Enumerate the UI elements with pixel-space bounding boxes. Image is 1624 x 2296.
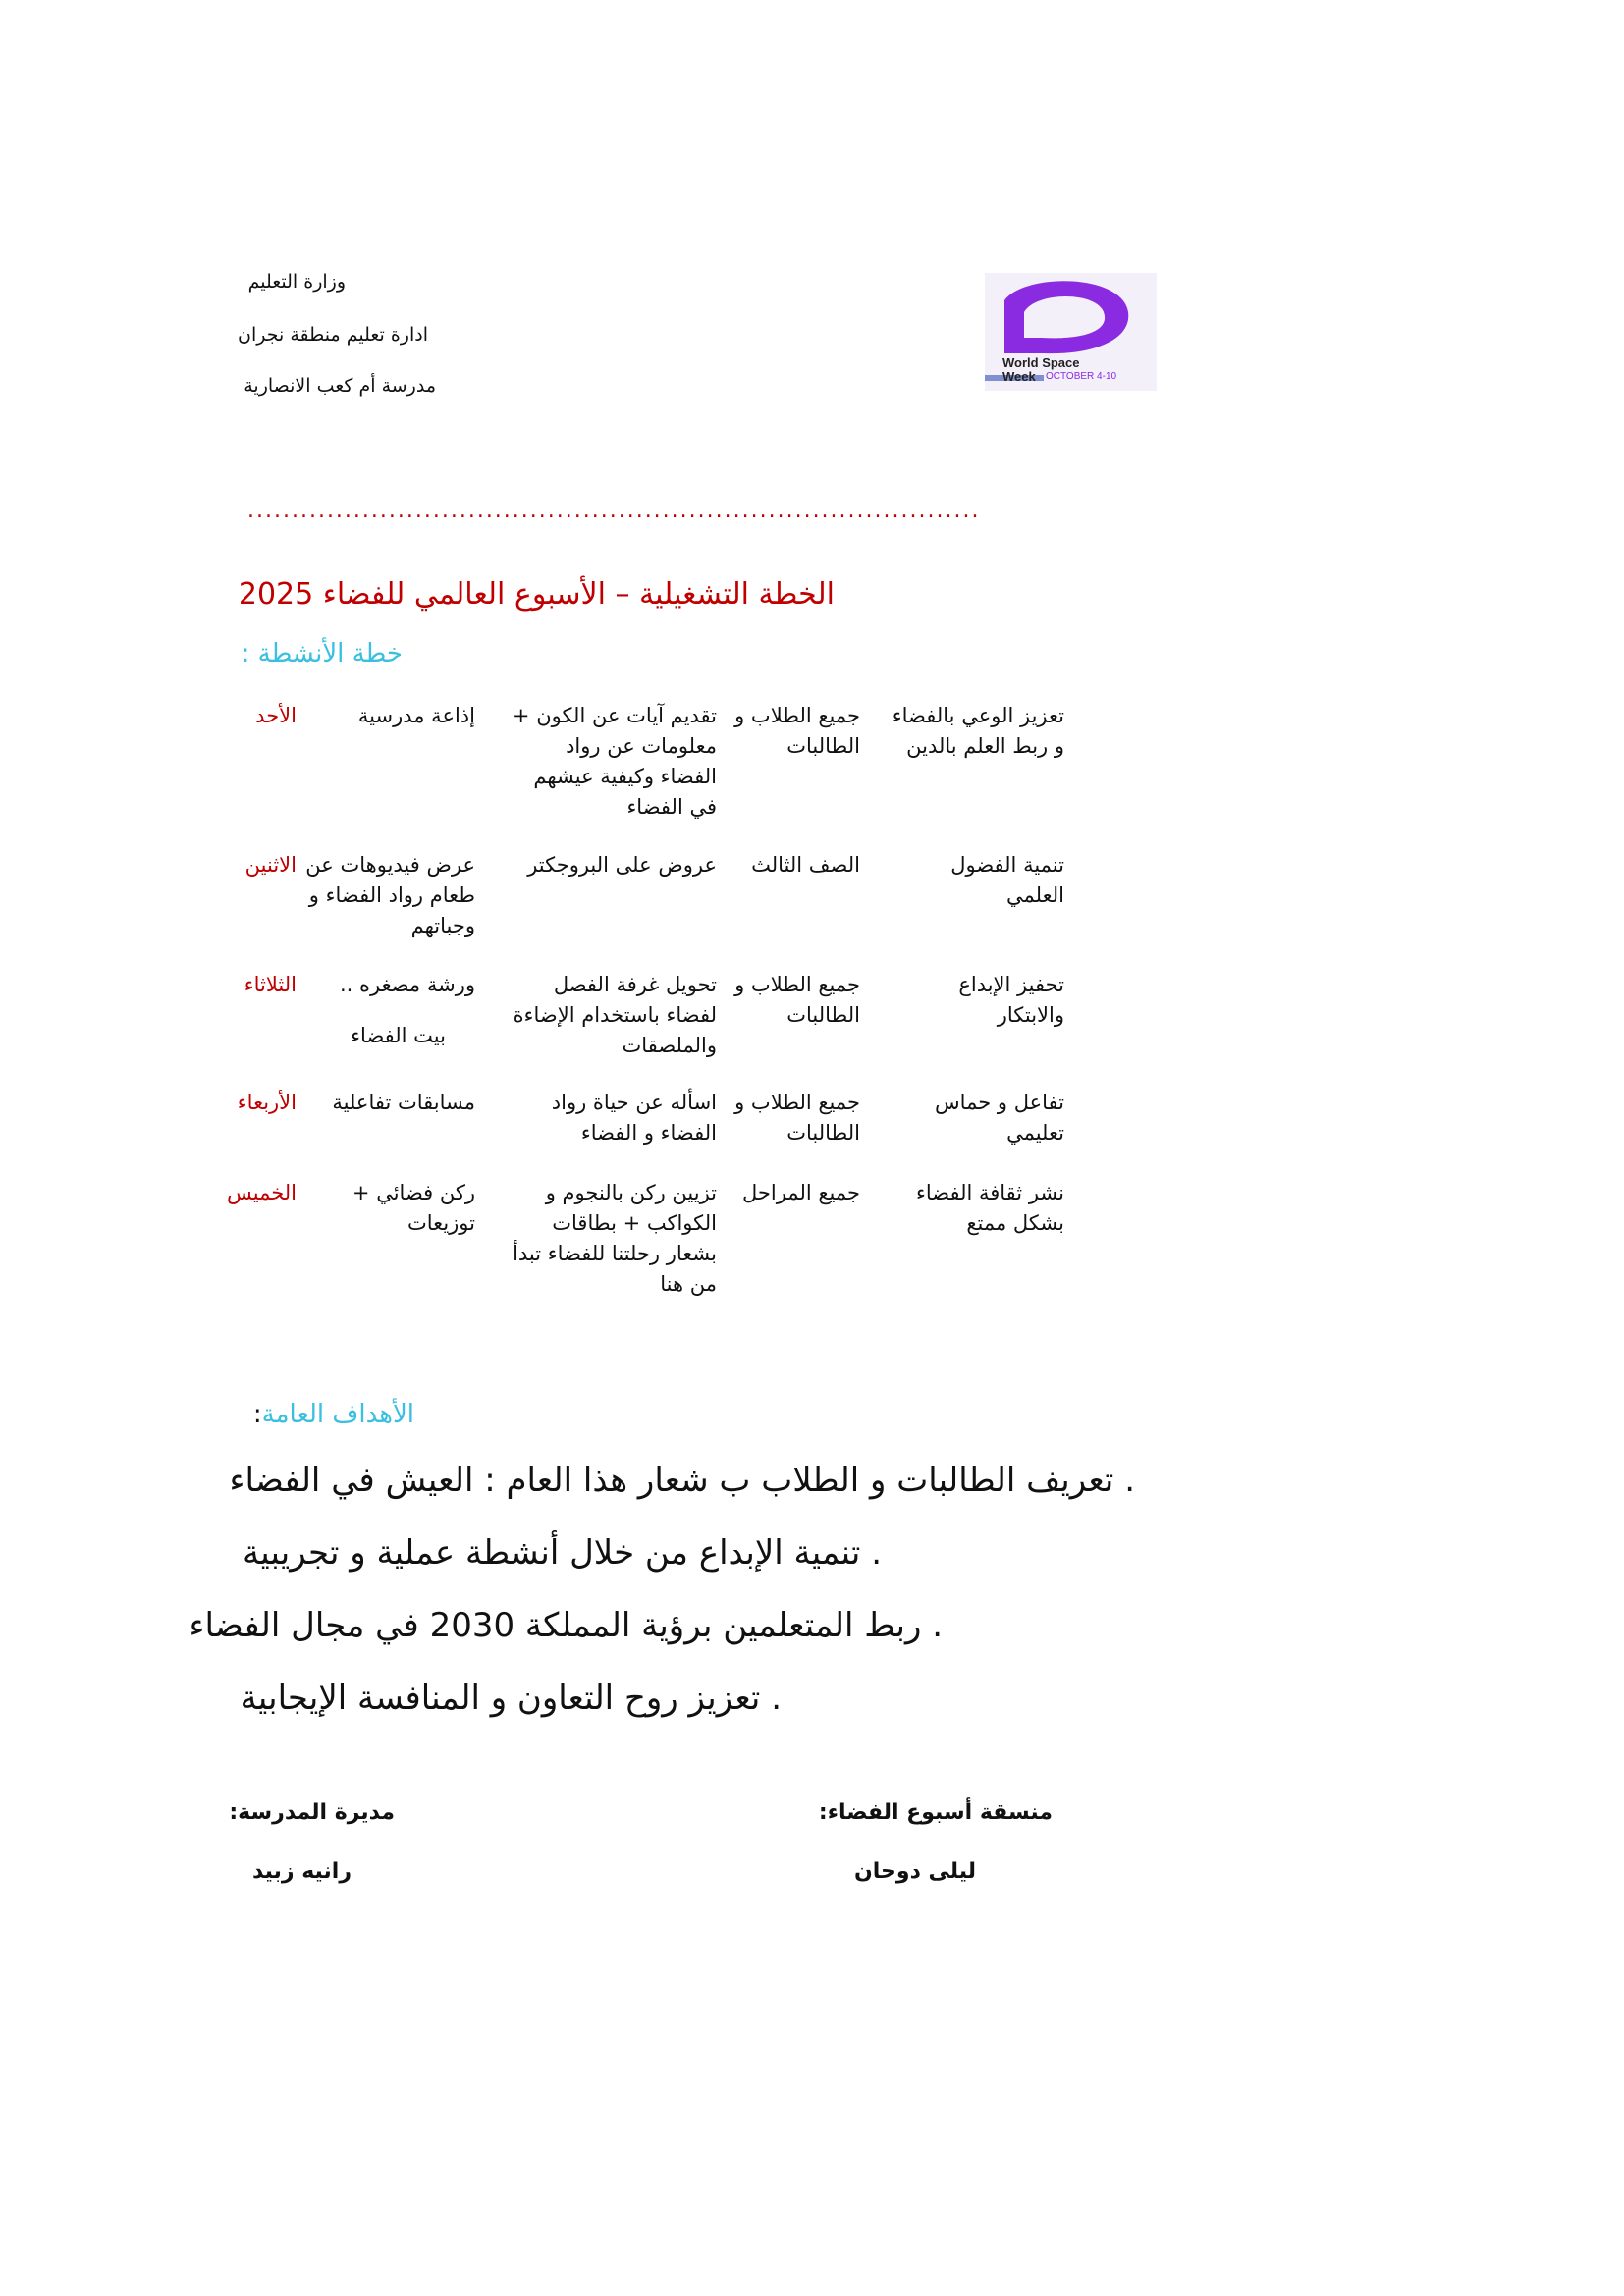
activity-day: الأربعاء	[237, 1091, 297, 1114]
logo-title-line1: World Space	[1002, 355, 1080, 370]
general-goals-heading	[253, 1400, 414, 1429]
activity-day: الأحد	[255, 704, 297, 727]
activity-name: ركن فضائي + توزيعات	[352, 1181, 475, 1235]
red-dotted-separator: ...................................................................................	[247, 499, 981, 522]
activity-target: جميع الطلاب و الطالبات	[734, 973, 860, 1027]
activity-target: جميع المراحل	[742, 1181, 860, 1204]
activities-heading: خطة الأنشطة :	[241, 639, 403, 668]
ministry-name: وزارة التعليم	[247, 271, 346, 293]
activity-name-line2: بيت الفضاء	[351, 1024, 446, 1047]
region-name: ادارة تعليم منطقة نجران	[238, 324, 428, 346]
activity-description: عروض على البروجكتر	[527, 853, 717, 877]
logo-title-line2: Week	[1002, 369, 1036, 384]
activity-description: تزيين ركن بالنجوم و الكواكب + بطاقات بشعار رحلتنا للفضاء تبدأ من هنا	[513, 1181, 717, 1296]
coordinator-name: ليلى دوحان	[854, 1859, 976, 1884]
goal-item: . تعريف الطالبات و الطلاب ب شعار هذا العام : العيش في الفضاء	[229, 1461, 1135, 1500]
activity-description: تحويل غرفة الفصل لفضاء باستخدام الإضاءة والملصقات	[513, 973, 717, 1057]
school-name: مدرسة أم كعب الانصارية	[244, 375, 436, 397]
activity-day: الخميس	[226, 1181, 297, 1204]
activity-goal: نشر ثقافة الفضاء بشكل ممتع	[915, 1181, 1064, 1235]
activity-goal: تنمية الفضول العلمي	[950, 853, 1064, 907]
activity-description: اسأله عن حياة رواد الفضاء و الفضاء	[551, 1091, 717, 1145]
activity-day: الثلاثاء	[244, 973, 297, 996]
goal-item: . تعزيز روح التعاون و المنافسة الإيجابية	[240, 1679, 782, 1718]
activity-target: الصف الثالث	[751, 853, 860, 877]
principal-name: رانيه زبيد	[251, 1859, 352, 1884]
coordinator-label: منسقة أسبوع الفضاء:	[818, 1800, 1053, 1825]
activity-name: عرض فيديوهات عن طعام رواد الفضاء و وجباتهم	[305, 853, 475, 937]
logo-dates: OCTOBER 4-10	[1046, 371, 1117, 382]
activity-name: ورشة مصغره ..	[339, 973, 475, 996]
activity-goal: تحفيز الإبداع والابتكار	[958, 973, 1064, 1027]
general-goals-heading-text: الأهداف العامة	[261, 1400, 414, 1429]
principal-label: مديرة المدرسة:	[229, 1800, 395, 1825]
activity-target: جميع الطلاب و الطالبات	[734, 704, 860, 758]
goal-item: . ربط المتعلمين برؤية المملكة 2030 في مجال الفضاء	[189, 1606, 943, 1645]
general-goals-colon: :	[252, 1400, 262, 1429]
activity-name: مسابقات تفاعلية	[332, 1091, 475, 1114]
world-space-week-logo	[985, 273, 1157, 391]
activity-goal: تعزيز الوعي بالفضاء و ربط العلم بالدين	[892, 704, 1064, 758]
activity-day: الاثنين	[244, 853, 297, 877]
goal-item: . تنمية الإبداع من خلال أنشطة عملية و تجريبية	[243, 1533, 882, 1573]
plan-title: الخطة التشغيلية – الأسبوع العالمي للفضاء 2025	[238, 577, 835, 612]
activity-name: إذاعة مدرسية	[357, 704, 475, 727]
activity-description: تقديم آيات عن الكون + معلومات عن رواد الفضاء وكيفية عيشهم في الفضاء	[512, 704, 717, 819]
activity-target: جميع الطلاب و الطالبات	[734, 1091, 860, 1145]
activity-goal: تفاعل و حماس تعليمي	[935, 1091, 1064, 1145]
